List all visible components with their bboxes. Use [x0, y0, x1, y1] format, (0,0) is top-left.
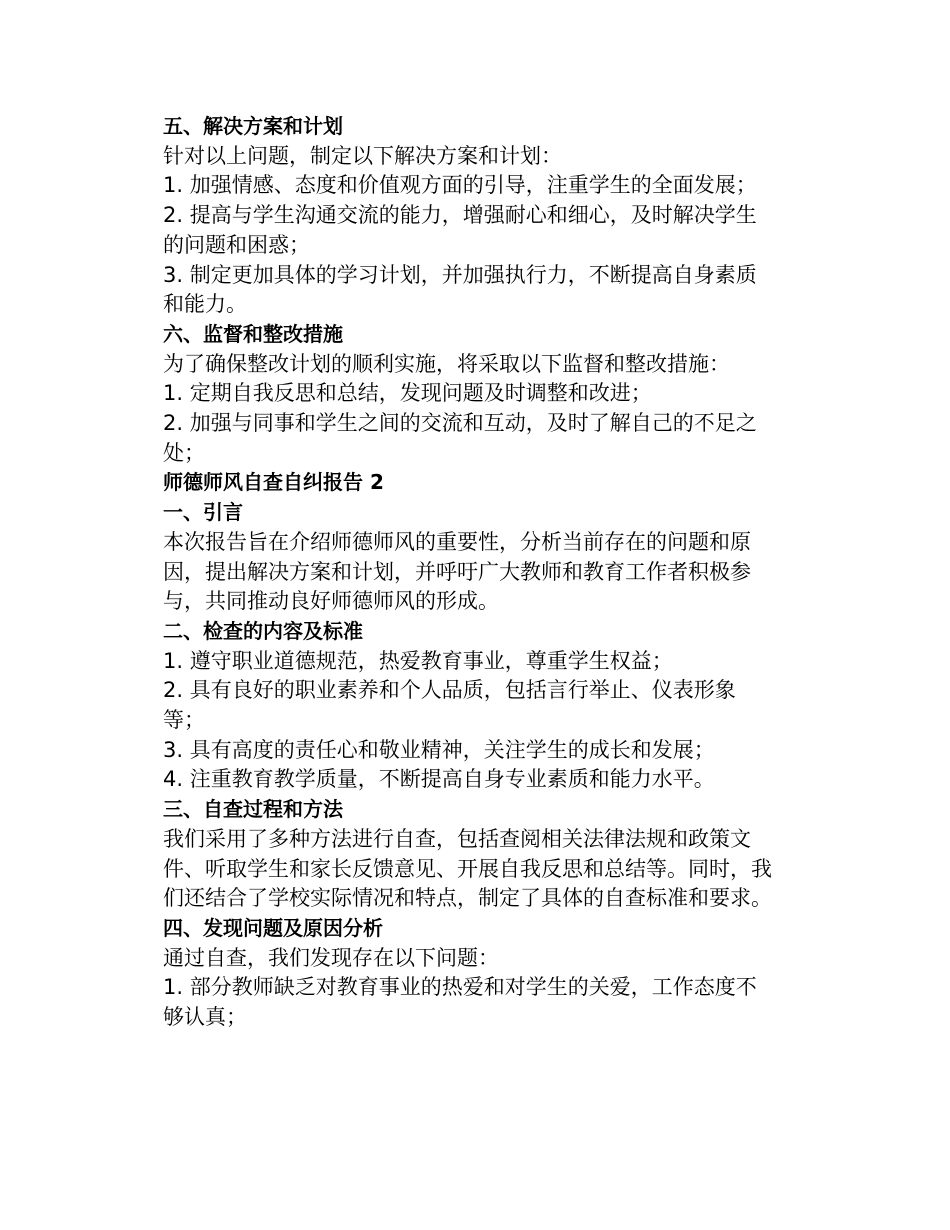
r2-section-4-heading: 四、发现问题及原因分析	[163, 915, 383, 940]
section-6-intro: 为了确保整改计划的顺利实施，将采取以下监督和整改措施：	[163, 351, 730, 376]
r2-section-3-body: 我们采用了多种方法进行自查，包括查阅相关法律法规和政策文件、听取学生和家长反馈意见、开展自我反思和总结等。同时，我们还结合了学校实际情况和特点，制定了具体的自查标准和要求。	[163, 826, 772, 911]
r2-section-4-item-1: 1. 部分教师缺乏对教育事业的热爱和对学生的关爱，工作态度不够认真；	[163, 975, 757, 1030]
r2-section-2-item-4: 4. 注重教育教学质量，不断提高自身专业素质和能力水平。	[163, 767, 715, 792]
document-page	[163, 112, 773, 1033]
r2-section-2-item-3: 3. 具有高度的责任心和敬业精神，关注学生的成长和发展；	[163, 737, 715, 762]
section-5-item-3: 3. 制定更加具体的学习计划，并加强执行力，不断提高自身素质和能力。	[163, 262, 757, 317]
r2-section-2-item-2: 2. 具有良好的职业素养和个人品质，包括言行举止、仪表形象等；	[163, 678, 736, 733]
r2-section-2-item-1: 1. 遵守职业道德规范，热爱教育事业，尊重学生权益；	[163, 648, 673, 673]
section-6-item-1: 1. 定期自我反思和总结，发现问题及时调整和改进；	[163, 381, 652, 406]
section-6-heading: 六、监督和整改措施	[163, 321, 343, 346]
r2-section-1-body: 本次报告旨在介绍师德师风的重要性，分析当前存在的问题和原因，提出解决方案和计划，并呼吁广大教师和教育工作者积极参与，共同推动良好师德师风的形成。	[163, 529, 751, 614]
r2-section-4-intro: 通过自查，我们发现存在以下问题：	[163, 945, 499, 970]
section-5-heading: 五、解决方案和计划	[163, 114, 343, 138]
report-2-title: 师德师风自查自纠报告 2	[163, 470, 384, 495]
section-6-item-2: 2. 加强与同事和学生之间的交流和互动，及时了解自己的不足之处；	[163, 411, 757, 465]
section-5-item-1: 1. 加强情感、态度和价值观方面的引导，注重学生的全面发展；	[163, 173, 757, 198]
section-5-item-2: 2. 提高与学生沟通交流的能力，增强耐心和细心，及时解决学生的问题和困惑；	[163, 203, 757, 257]
section-5-intro: 针对以上问题，制定以下解决方案和计划：	[163, 143, 562, 168]
r2-section-3-heading: 三、自查过程和方法	[163, 797, 343, 822]
r2-section-2-heading: 二、检查的内容及标准	[163, 618, 363, 643]
r2-section-1-heading: 一、引言	[163, 500, 243, 525]
